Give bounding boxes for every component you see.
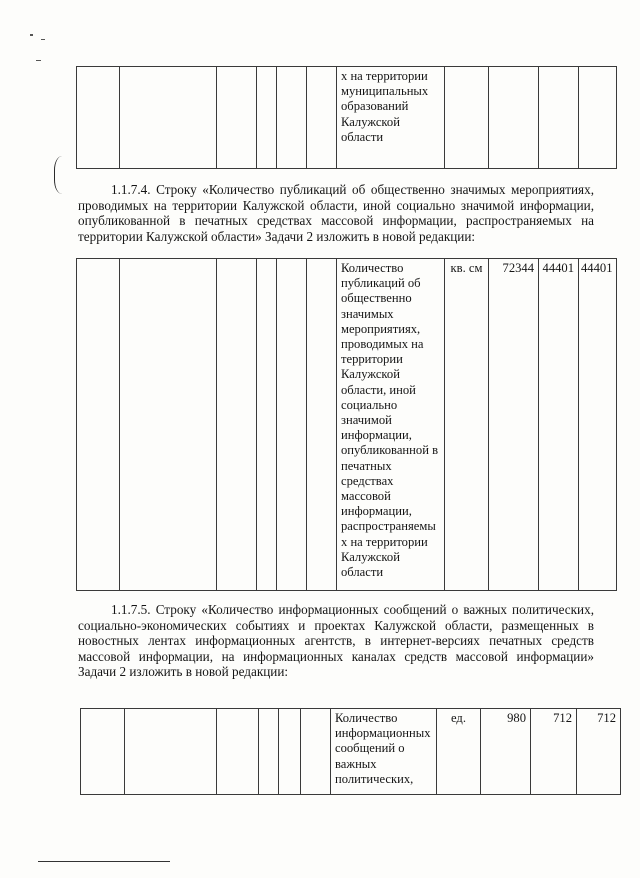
unit-cell: кв. см xyxy=(445,259,489,591)
table-row xyxy=(81,709,621,795)
scan-mark xyxy=(30,34,33,36)
indicator-name-cell: Количество информационных сообщений о важных политических, xyxy=(331,709,437,795)
scan-mark xyxy=(41,39,45,40)
paragraph-1-1-7-5: 1.1.7.5. Строку «Количество информационных сообщений о важных политических, социально-экономических событиях и проектах Калужской области, размещенных в новостных лентах информационных агентств, в интернет-версиях печатных средств массовой информации, на информационных каналах средств массовой информации» Задачи 2 изложить в новой редакции: xyxy=(78,602,594,680)
table-row xyxy=(77,67,617,169)
value-cell-1: 72344 xyxy=(489,259,539,591)
footnote-rule xyxy=(38,861,170,862)
scan-mark xyxy=(36,60,41,61)
margin-bracket xyxy=(54,156,63,194)
table-top xyxy=(76,66,617,169)
value-cell-2: 44401 xyxy=(539,259,579,591)
value-cell-2: 712 xyxy=(531,709,577,795)
table-1-1-7-4 xyxy=(76,258,617,591)
paragraph-1-1-7-4: 1.1.7.4. Строку «Количество публикаций об общественно значимых мероприятиях, проводимых на территории Калужской области, иной социально значимой информации, опубликованной в печатных средствах массовой информации, распространяемых на территории Калужской области» Задачи 2 изложить в новой редакции: xyxy=(78,182,594,244)
table-1-1-7-5 xyxy=(80,708,621,795)
value-cell-1: 980 xyxy=(481,709,531,795)
table-row xyxy=(77,259,617,591)
unit-cell: ед. xyxy=(437,709,481,795)
value-cell-3: 44401 xyxy=(579,259,617,591)
indicator-name-cell: х на территории муниципальных образований Калужской области xyxy=(337,67,445,169)
indicator-name-cell: Количество публикаций об общественно значимых мероприятиях, проводимых на территории Калужской области, иной социально значимой информации, опубликованной в печатных средствах массовой информации, распространяемы х на территории Калужской области xyxy=(337,259,445,591)
value-cell-3: 712 xyxy=(577,709,621,795)
